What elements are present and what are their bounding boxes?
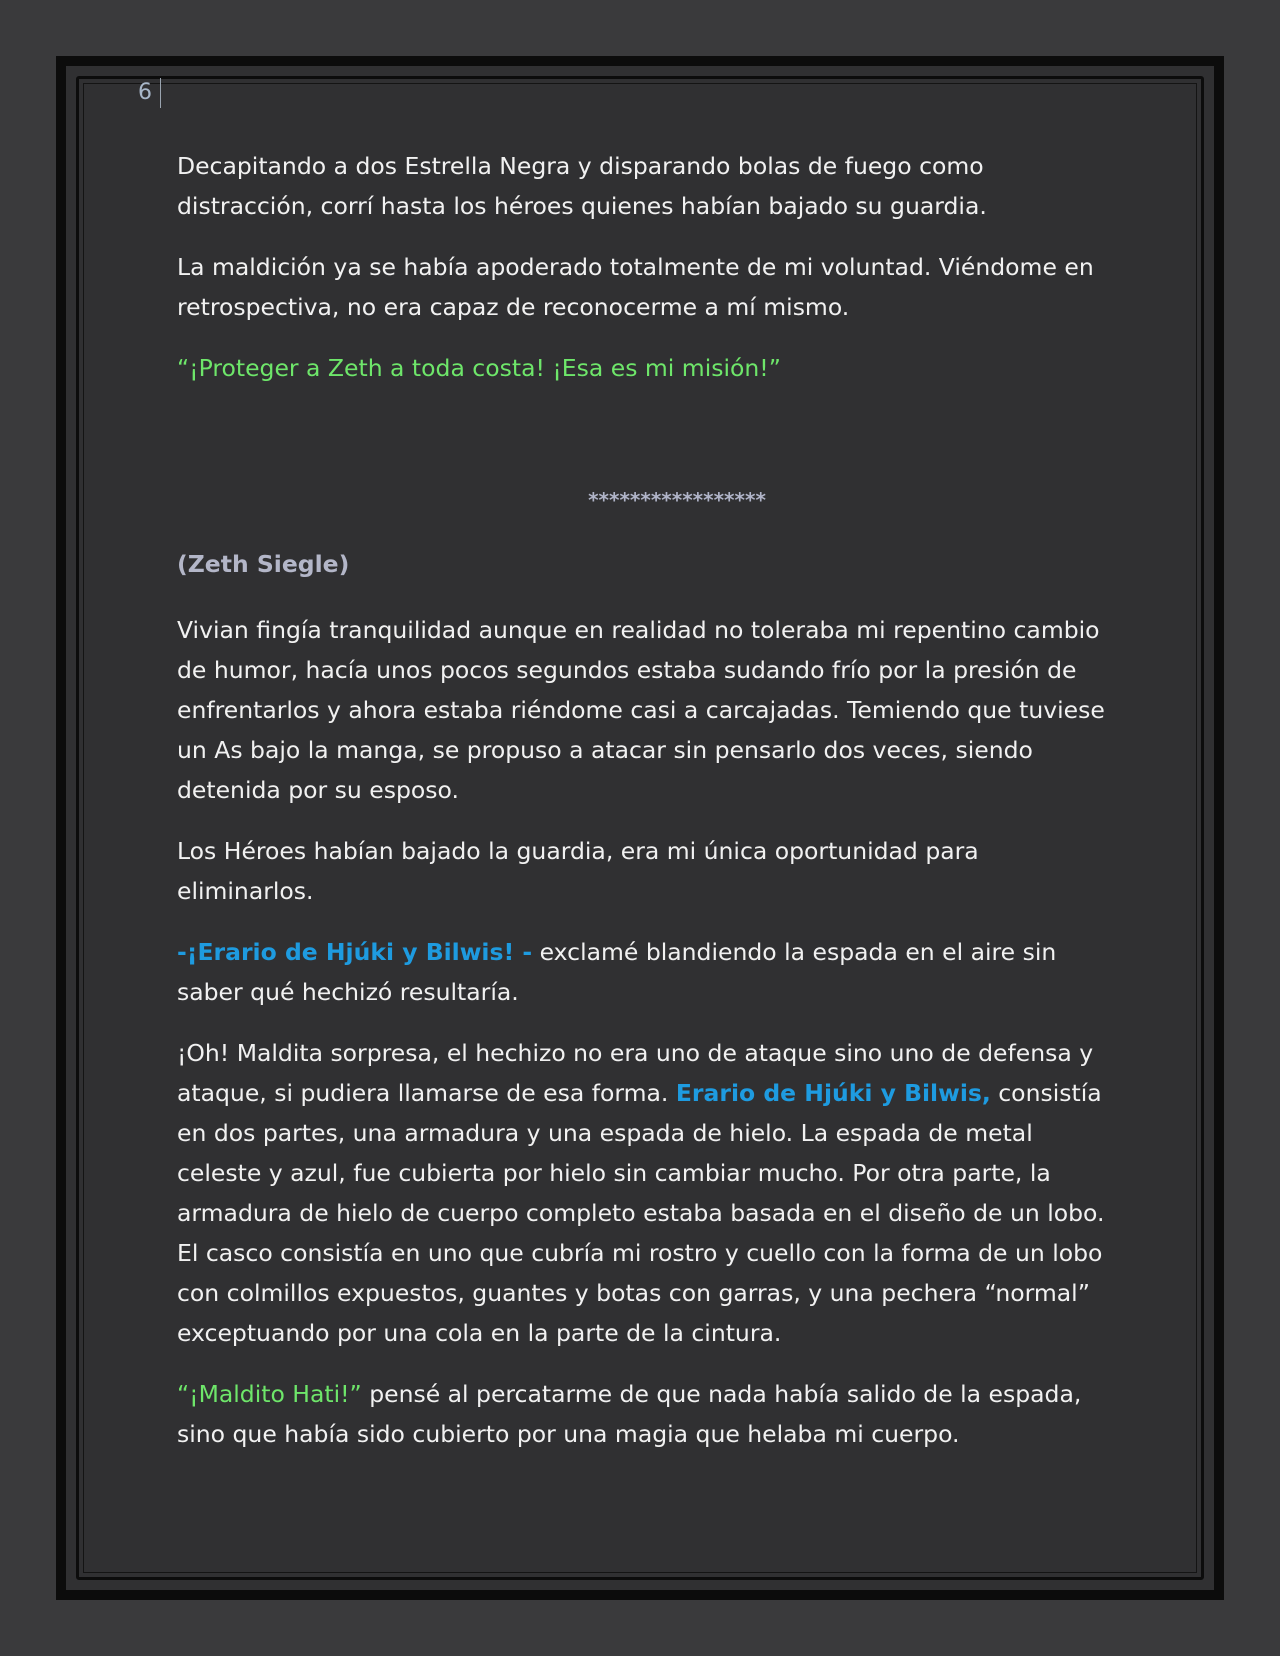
paragraph-text: exclamé blandiendo la espada en el aire sin saber qué hechizó resultaría. xyxy=(177,938,1057,1006)
page-content xyxy=(177,146,1117,1475)
paragraph xyxy=(177,932,1117,1012)
spell-name: Erario de Hjúki y Bilwis, xyxy=(675,1079,991,1107)
paragraph-text: consistía en dos partes, una armadura y una espada de hielo. La espada de metal celeste y azul, fue cubierta por hielo sin cambiar mucho. Por otra parte, la armadura de hielo de cuerpo completo estaba basada en el diseño de un lobo. El casco consistía en uno que cubría mi rostro y cuello con la forma de un lobo con colmillos expuestos, guantes y botas con garras, y una pechera “normal” exceptuando por una cola en la parte de la cintura. xyxy=(177,1079,1105,1347)
thought-line: “¡Proteger a Zeth a toda costa! ¡Esa es mi misión!” xyxy=(177,354,781,382)
pov-heading: (Zeth Siegle) xyxy=(177,550,350,578)
paragraph: Decapitando a dos Estrella Negra y disparando bolas de fuego como distracción, corrí hasta los héroes quienes habían bajado su guardia. xyxy=(177,152,987,220)
spell-name: -¡Erario de Hjúki y Bilwis! - xyxy=(177,938,533,966)
paragraph xyxy=(177,1374,1117,1454)
paragraph: Los Héroes habían bajado la guardia, era mi única oportunidad para eliminarlos. xyxy=(177,837,979,905)
thought-text: “¡Maldito Hati!” xyxy=(177,1380,362,1408)
paragraph xyxy=(177,1033,1117,1353)
scene-separator: ***************** xyxy=(588,488,766,512)
paragraph-text: pensé al percatarme de que nada había salido de la espada, sino que había sido cubierto por una magia que helaba mi cuerpo. xyxy=(177,1380,1082,1448)
page-number: 6 xyxy=(138,78,161,108)
paragraph: Vivian fingía tranquilidad aunque en realidad no toleraba mi repentino cambio de humor, hacía unos pocos segundos estaba sudando frío por la presión de enfrentarlos y ahora estaba riéndome casi a carcajadas. Temiendo que tuviese un As bajo la manga, se propuso a atacar sin pensarlo dos veces, siendo detenida por su esposo. xyxy=(177,616,1105,804)
paragraph: La maldición ya se había apoderado totalmente de mi voluntad. Viéndome en retrospectiva, no era capaz de reconocerme a mí mismo. xyxy=(177,253,1094,321)
paragraph-text: ¡Oh! Maldita sorpresa, el hechizo no era uno de ataque sino uno de defensa y ataque, si pudiera llamarse de esa forma. xyxy=(177,1039,1094,1107)
